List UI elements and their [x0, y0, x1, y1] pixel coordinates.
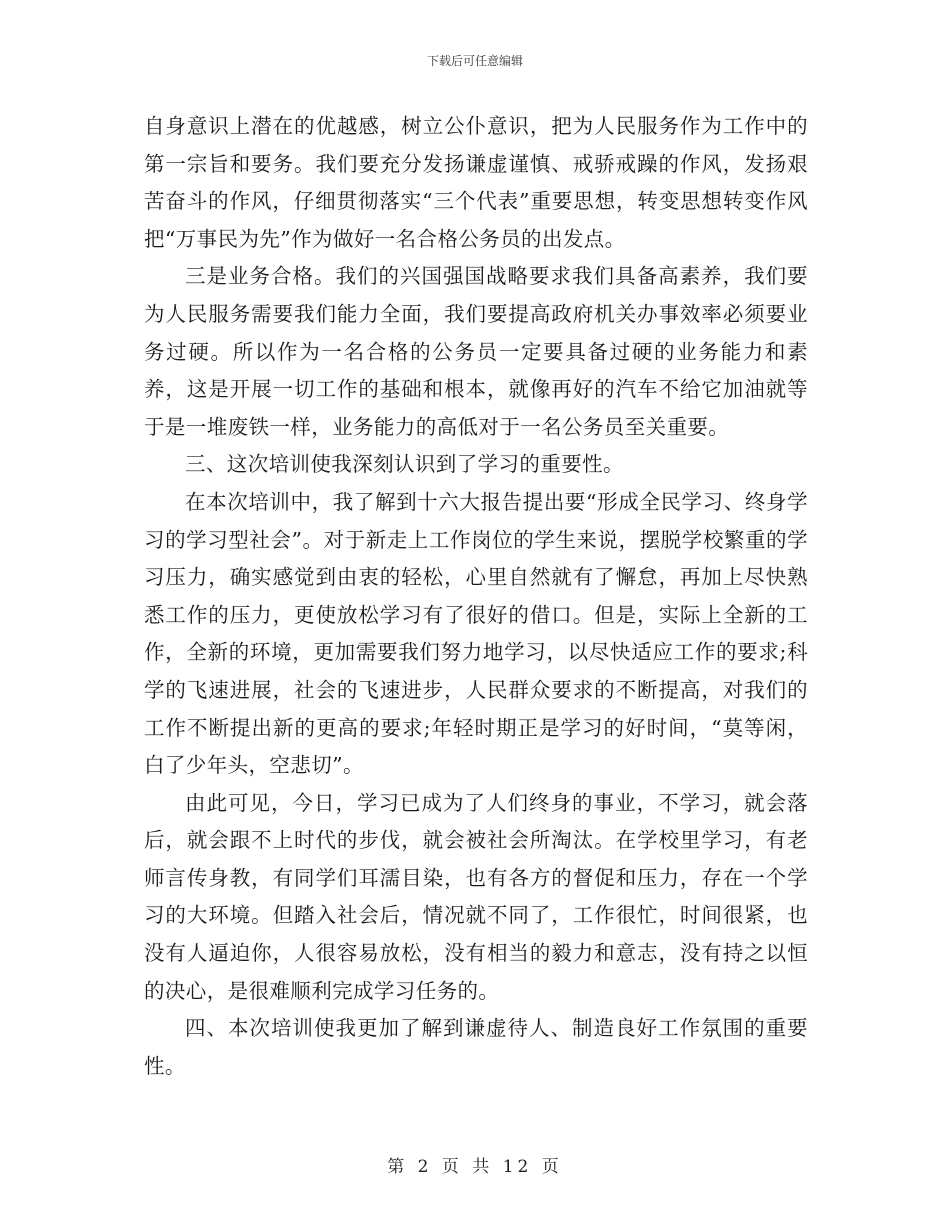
paragraph-1: 自身意识上潜在的优越感，树立公仆意识，把为人民服务作为工作中的第一宗旨和要务。我们要充分发扬谦虚谨慎、戒骄戒躁的作风，发扬艰苦奋斗的作风，仔细贯彻落实“三个代表”重要思想，转变思想转变作风把“万事民为先”作为做好一名合格公务员的出发点。: [144, 114, 808, 251]
paragraph-4: 在本次培训中，我了解到十六大报告提出要“形成全民学习、终身学习的学习型社会”。对于新走上工作岗位的学生来说，摆脱学校繁重的学习压力，确实感觉到由衷的轻松，心里自然就有了懈怠，再加上尽快熟悉工作的压力，更使放松学习有了很好的借口。但是，实际上全新的工作，全新的环境，更加需要我们努力地学习，以尽快适应工作的要求;科学的飞速进展，社会的飞速进步，人民群众要求的不断提高，对我们的工作不断提出新的更高的要求;年轻时期正是学习的好时间，“莫等闲，白了少年头，空悲切”。: [144, 489, 808, 778]
footer-prefix: 第: [387, 1157, 409, 1177]
document-body: [144, 108, 808, 1085]
footer-suffix: 页: [541, 1157, 563, 1177]
page-header-note: 下载后可任意编辑: [426, 54, 523, 68]
section-heading-3: 三、这次培训使我深刻认识到了学习的重要性。: [185, 452, 624, 477]
footer-current-page: 2: [417, 1157, 433, 1177]
footer-total-pages: 12: [502, 1157, 533, 1177]
paragraph-2: 三是业务合格。我们的兴国强国战略要求我们具备高素养，我们要为人民服务需要我们能力全面，我们要提高政府机关办事效率必须要业务过硬。所以作为一名合格的公务员一定要具备过硬的业务能力和素养，这是开展一切工作的基础和根本，就像再好的汽车不给它加油就等于是一堆废铁一样，业务能力的高低对于一名公务员至关重要。: [144, 264, 808, 439]
page-footer: [0, 1152, 950, 1177]
footer-mid: 页 共: [441, 1157, 494, 1177]
paragraph-5: 由此可见，今日，学习已成为了人们终身的事业，不学习，就会落后，就会跟不上时代的步伐，就会被社会所淘汰。在学校里学习，有老师言传身教，有同学们耳濡目染，也有各方的督促和压力，存在一个学习的大环境。但踏入社会后，情况就不同了，工作很忙，时间很紧，也没有人逼迫你，人很容易放松，没有相当的毅力和意志，没有持之以恒的决心，是很难顺利完成学习任务的。: [144, 790, 808, 1003]
section-heading-4: 四、本次培训使我更加了解到谦虚待人、制造良好工作氛围的重要性。: [144, 1016, 808, 1078]
